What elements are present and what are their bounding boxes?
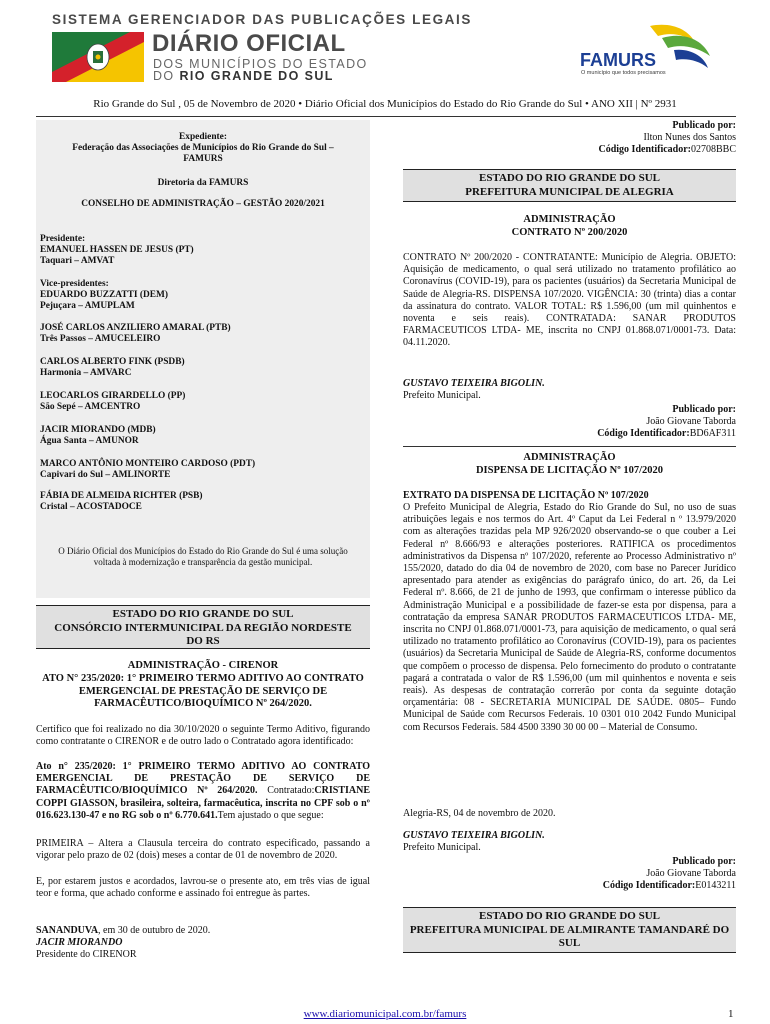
publisher-name: João Giovane Taborda (646, 416, 736, 427)
almirante-section-header (403, 907, 736, 953)
prefeitura-name: PREFEITURA MUNICIPAL DE ALEGRIA (465, 185, 674, 198)
contrato-text: CONTRATO Nº 200/2020 - CONTRATANTE: Município de Alegria. OBJETO: Aquisição de medicamento, o qual será utilizado no tratamento profilático ao Coronavírus (COVID-19), para os pacientes (usuários) da Secretaria Municipal de Saúde de Alegria-RS. DISPENSA 107/2020. VIGÊNCIA: 30 (trinta) dias a contar da assinatura do contrato. VALOR TOTAL: R$ 1.596,00 (um mil quinhentos e noventa e seis reais). CONTRATADA: SANAR PRODUTOS FARMACEUTICOS LTDA- ME, inscrita no CNPJ 01.868.071/0001-73. Data: 04.11.2020. (403, 252, 736, 349)
footer-site-link[interactable]: www.diariomunicipal.com.br/famurs (303, 1008, 467, 1020)
dispensa-heading: DISPENSA DE LICITAÇÃO Nº 107/2020 (475, 465, 664, 476)
alegria-section-header (403, 169, 736, 202)
header-divider (36, 116, 736, 117)
member-place: São Sepé – AMCENTRO (40, 402, 141, 412)
prefeitura-name: PREFEITURA MUNICIPAL DE ALMIRANTE TAMANDARÉ DO SUL (409, 923, 730, 949)
member-place: Capivari do Sul – AMLINORTE (40, 470, 171, 480)
member-name: MARCO ANTÔNIO MONTEIRO CARDOSO (PDT) (40, 459, 256, 469)
contrato-signer-role: Prefeito Municipal. (403, 390, 481, 401)
published-by-label: Publicado por: (672, 404, 736, 415)
expediente-org: Federação das Associações de Municípios do Rio Grande do Sul – FAMURS (72, 143, 334, 164)
publication-title: DIÁRIO OFICIAL (152, 30, 346, 57)
ato-paragraph-1: Certifico que foi realizado no dia 30/10/2020 o seguinte Termo Aditivo, figurando como contratante o CIRENOR e de outro lado o Contratado agora identificado: (36, 724, 370, 748)
ato-heading: ATO N° 235/2020: 1° PRIMEIRO TERMO ADITIVO AO CONTRATO EMERGENCIAL DE PRESTAÇÃO DE SERVIÇO DE FARMACÊUTICO/BIOQUÍMICO Nº 264/2020. (42, 673, 364, 709)
member-name: EDUARDO BUZZATTI (DEM) (40, 290, 168, 300)
publication-subtitle-1: DOS MUNICÍPIOS DO ESTADO (153, 57, 368, 71)
section-divider (403, 446, 736, 447)
extrato-signer: GUSTAVO TEIXEIRA BIGOLIN. (403, 830, 545, 841)
publisher-name: João Giovane Taborda (646, 868, 736, 879)
extrato-date: Alegria-RS, 04 de novembro de 2020. (403, 808, 556, 819)
member-place: Cristal – ACOSTADOCE (40, 502, 142, 512)
president-name: EMANUEL HASSEN DE JESUS (PT) (40, 245, 194, 255)
extrato-signer-role: Prefeito Municipal. (403, 842, 481, 853)
member-place: Harmonia – AMVARC (40, 368, 132, 378)
cirenor-section-header (36, 605, 370, 649)
ato-reference: Ato n° 235/2020: 1° PRIMEIRO TERMO ADITIVO AO CONTRATO EMERGENCIAL DE PRESTAÇÃO DE SERVIÇO DE FARMACÊUTICO/BIOQUÍMICO Nº 264/2020. (36, 761, 370, 797)
member-name: JOSÉ CARLOS ANZILIERO AMARAL (PTB) (40, 323, 231, 333)
publication-code (403, 880, 736, 892)
publication-subtitle-2 (153, 69, 334, 83)
contrato-signer: GUSTAVO TEIXEIRA BIGOLIN. (403, 378, 545, 389)
mission-statement: O Diário Oficial dos Municípios do Estado do Rio Grande do Sul é uma solução voltada à modernização e transparência da gestão municipal. (58, 546, 348, 567)
member-name: FÁBIA DE ALMEIDA RICHTER (PSB) (40, 491, 203, 501)
president-place: Taquari – AMVAT (40, 256, 115, 266)
code-value: 02708BBC (690, 144, 736, 155)
ato-date: , em 30 de outubro de 2020. (98, 925, 211, 936)
member-name: JACIR MIORANDO (MDB) (40, 425, 156, 435)
contratado-label: Contratado: (257, 785, 315, 797)
extrato-title: EXTRATO DA DISPENSA DE LICITAÇÃO Nº 107/2020 (403, 490, 649, 501)
state-name: ESTADO DO RIO GRANDE DO SUL (112, 608, 294, 620)
ato-date-line (36, 925, 370, 937)
code-label: Código Identificador: (602, 880, 696, 891)
vice-label: Vice-presidentes: (40, 279, 109, 289)
ato-signer: JACIR MIORANDO (36, 937, 123, 948)
rs-flag-icon (52, 32, 144, 82)
code-label: Código Identificador: (597, 428, 690, 439)
system-title: SISTEMA GERENCIADOR DAS PUBLICAÇÕES LEGAIS (52, 12, 472, 27)
published-by-label: Publicado por: (672, 856, 736, 867)
published-by-label: Publicado por: (672, 120, 736, 131)
code-value: BD6AF311 (689, 428, 736, 439)
code-label: Código Identificador: (598, 144, 691, 155)
issue-meta-line: Rio Grande do Sul , 05 de Novembro de 2020 • Diário Oficial dos Municípios do Estado do Rio Grande do Sul • ANO XII | Nº 2931 (93, 98, 677, 110)
member-name: CARLOS ALBERTO FINK (PSDB) (40, 357, 185, 367)
expediente-title: Expediente: (179, 132, 227, 142)
page-number: 1 (728, 1008, 734, 1020)
extrato-text: O Prefeito Municipal de Alegria, Estado do Rio Grande do Sul, no uso de suas atribuições legais e nos termos do Art. 4º Caput da Lei Federal n º 13.979/2020 com as alterações trazidas pela MP 926/2020 observando-se o que couber a Lei Federal nº 8.666/93 e alterações posteriores. RATIFICA os procedimentos administrativos da Dispensa nº 107/2020, referente ao Processo Administrativo nº 155/2020, datado do dia 04 de novembro de 2020, com base no Parecer Jurídico apresentado para atender as exigências do parágrafo único, do art. 26, da Lei Federal nº. 8.666, de 21 de junho de 1993, que confirmam o interesse público da Administração Municipal e a possibilidade de fazer-se esta por dispensa, para a contratação da empresa SANAR PRODUTOS FARMACEUTICOS LTDA- ME, inscrita no CNPJ 01.868.071/0001-73, para aquisição de medicamento, o qual será utilizado no tratamento profilático ao Coronavírus (COVID-19), para os pacientes (usuários) da Secretaria Municipal de Saúde de Alegria-RS, conforme documentos que compõem o processo de dispensa. Pelo fornecimento do produto o contratante pagará a contratada o valor de R$ 1.596,00 (um mil quinhentos e noventa e seis reais). As despesas de contratação correrão por conta da seguinte dotação orçamentária: 08 - SECRETARIA MUNICIPAL DE SAÚDE. 0805– Fundo Municipal de Saúde com Recursos Federais. 10 0301 010 2042 Fundo Municipal com Recursos Federais. 584 4500 3390 30 00 00 – Material de Consumo. (403, 502, 736, 733)
member-place: Pejuçara – AMUPLAM (40, 301, 135, 311)
dispensa-admin-heading: ADMINISTRAÇÃO (523, 452, 616, 463)
member-place: Três Passos – AMUCELEIRO (40, 334, 161, 344)
publication-code (403, 428, 736, 440)
publication-code (403, 144, 736, 156)
state-name: ESTADO DO RIO GRANDE DO SUL (478, 172, 661, 184)
ato-paragraph-4: E, por estarem justos e acordados, lavrou-se o presente ato, em três vias de igual teor e forma, que achado conforme e assinado foi entregue às partes. (36, 876, 370, 900)
ato-city: SANANDUVA (36, 925, 99, 936)
ato-paragraph-2 (36, 761, 370, 822)
publisher-name: Ilton Nunes dos Santos (643, 132, 736, 143)
president-label: Presidente: (40, 234, 86, 244)
famurs-tagline: O município que todos precisamos (581, 70, 666, 76)
contrato-admin-heading: ADMINISTRAÇÃO (523, 214, 616, 225)
conselho-heading: CONSELHO DE ADMINISTRAÇÃO – GESTÃO 2020/2021 (81, 199, 325, 209)
masthead (0, 0, 770, 92)
diretoria-heading: Diretoria da FAMURS (157, 178, 249, 188)
contrato-heading: CONTRATO Nº 200/2020 (511, 227, 628, 238)
subtitle-prefix: DO (153, 69, 175, 83)
state-name: ESTADO DO RIO GRANDE DO SUL (478, 910, 661, 922)
contratado-details: CRISTIANE COPPI GIASSON, brasileira, solteira, farmacêutica, inscrita no CPF sob o nº 016.623.130-47 e no RG sob o nº 6.770.641. (36, 785, 370, 821)
ato-signer-role: Presidente do CIRENOR (36, 949, 137, 960)
ato-paragraph-3: PRIMEIRA – Altera a Clausula terceira do contrato especificado, passando a vigorar pelo prazo de 02 (dois) meses a contar de 01 de novembro de 2020. (36, 838, 370, 862)
consortium-name: CONSÓRCIO INTERMUNICIPAL DA REGIÃO NORDESTE DO RS (54, 621, 352, 647)
famurs-name: FAMURS (580, 50, 656, 70)
member-place: Água Santa – AMUNOR (40, 436, 139, 446)
code-value: E0143211 (695, 880, 736, 891)
ato-tail: Tem ajustado o que segue: (217, 809, 324, 821)
member-name: LEOCARLOS GIRARDELLO (PP) (40, 391, 186, 401)
cirenor-admin-heading: ADMINISTRAÇÃO - CIRENOR (127, 660, 279, 671)
subtitle-state: RIO GRANDE DO SUL (179, 69, 334, 83)
